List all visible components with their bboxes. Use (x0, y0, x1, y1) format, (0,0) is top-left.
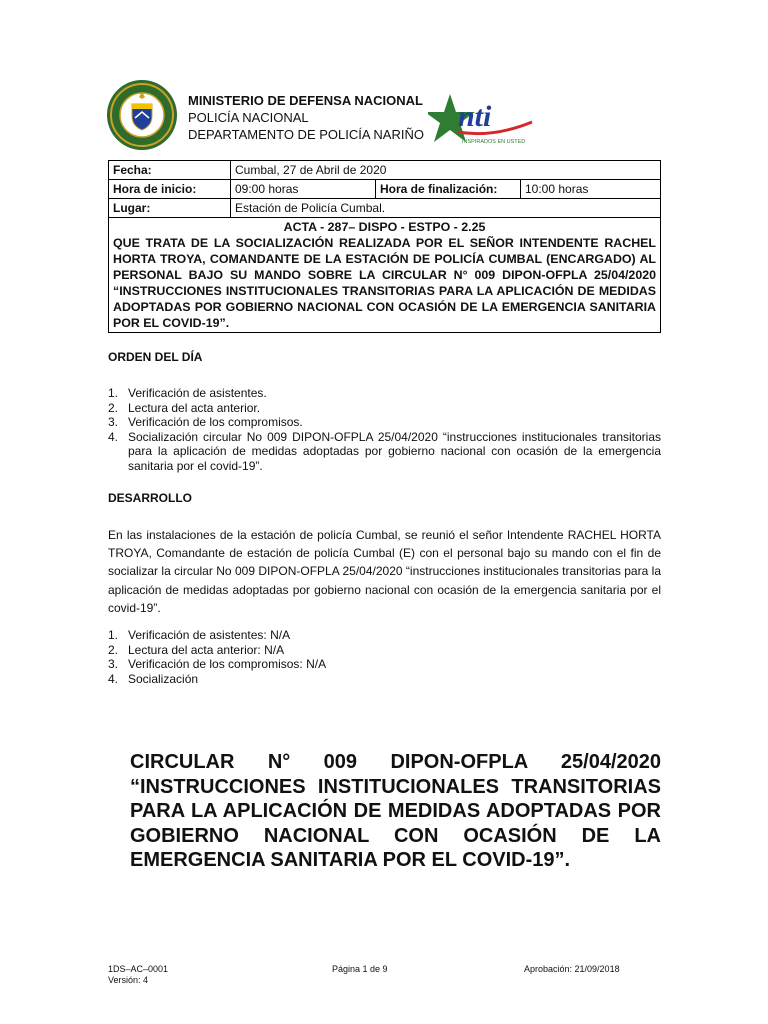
start-time-value: 09:00 horas (231, 180, 376, 199)
place-label: Lugar: (109, 199, 231, 218)
acta-cell (109, 218, 661, 333)
document-code: 1DS–AC–0001 (108, 964, 169, 974)
item-number: 1. (108, 386, 119, 400)
page-number: Página 1 de 9 (332, 964, 388, 974)
approval-date: Aprobación: 21/09/2018 (524, 964, 620, 974)
ministry-name: MINISTERIO DE DEFENSA NACIONAL (188, 93, 423, 108)
end-time-label: Hora de finalización: (376, 180, 521, 199)
list-item (108, 401, 661, 416)
circular-heading: CIRCULAR N° 009 DIPON-OFPLA 25/04/2020 “INSTRUCCIONES INSTITUCIONALES TRANSITORIAS PARA LA APLICACIÓN DE MEDIDAS ADOPTADAS POR GOBIERNO NACIONAL CON OCASIÓN DE LA EMERGENCIA SANITARIA POR EL COVID-19”. (130, 751, 661, 871)
list-item (108, 672, 661, 687)
item-text: Verificación de los compromisos. (128, 415, 303, 430)
desarrollo-paragraph: En las instalaciones de la estación de policía Cumbal, se reunió el señor Intendente RACHEL HORTA TROYA, Comandante de estación de policía Cumbal (E) con el personal bajo su mando con el fin de socializar la circular No 009 DIPON-OFPLA 25/04/2020 “instrucciones institucionales transitorias para la aplicación de medidas adoptadas por gobierno nacional con ocasión de la emergencia sanitaria por el covid-19”. (108, 528, 661, 615)
item-text: Lectura del acta anterior. (128, 400, 261, 415)
logo-tagline: INSPIRADOS EN USTED (462, 139, 526, 145)
item-number: 4. (108, 429, 119, 444)
desarrollo-heading: DESARROLLO (108, 491, 192, 505)
item-number: 2. (108, 642, 119, 657)
police-seal-logo (106, 78, 178, 152)
acta-title: ACTA - 287– DISPO - ESTPO - 2.25 (283, 220, 486, 234)
place-row (109, 199, 661, 218)
document-version: Versión: 4 (108, 975, 149, 985)
orden-list (108, 386, 661, 474)
list-item (108, 643, 661, 658)
date-value: Cumbal, 27 de Abril de 2020 (231, 161, 661, 180)
end-time-value: 10:00 horas (521, 180, 661, 199)
date-row (109, 161, 661, 180)
desarrollo-list (108, 628, 661, 686)
orden-heading: ORDEN DEL DÍA (108, 350, 203, 364)
list-item (108, 415, 661, 430)
place-value: Estación de Policía Cumbal. (231, 199, 661, 218)
acta-subject: QUE TRATA DE LA SOCIALIZACIÓN REALIZADA POR EL SEÑOR INTENDENTE RACHEL HORTA TROYA, COMANDANTE DE LA ESTACIÓN DE POLICÍA CUMBAL (ENCARGADO) AL PERSONAL BAJO SU MANDO SOBRE LA CIRCULAR N° 009 DIPON-OFPLA 25/04/2020 “INSTRUCCIONES INSTITUCIONALES TRANSITORIAS PARA LA APLICACIÓN DE MEDIDAS ADOPTADAS POR GOBIERNO NACIONAL CON OCASIÓN DE LA EMERGENCIA SANITARIA POR EL COVID-19”. (113, 236, 656, 330)
item-text: Verificación de los compromisos: N/A (128, 657, 327, 672)
date-label: Fecha: (109, 161, 231, 180)
list-item (108, 657, 661, 672)
item-number: 4. (108, 671, 119, 686)
start-time-label: Hora de inicio: (109, 180, 231, 199)
acta-row (109, 218, 661, 333)
list-item (108, 628, 661, 643)
item-text: Socialización (128, 671, 199, 686)
department-name: DEPARTAMENTO DE POLICÍA NARIÑO (188, 127, 424, 142)
footer-code-block (108, 964, 168, 986)
meeting-info-table (108, 160, 661, 333)
item-number: 2. (108, 400, 119, 415)
item-text: Lectura del acta anterior: N/A (128, 642, 285, 657)
item-number: 3. (108, 415, 119, 430)
item-number: 3. (108, 657, 119, 672)
item-text: Socialización circular No 009 DIPON-OFPLA 25/04/2020 “instrucciones institucionales transitorias para la aplicación de medidas adoptadas por gobierno nacional con ocasión de la emergencia sanitaria por el covid-19”. (128, 429, 661, 473)
list-item (108, 386, 661, 401)
police-name: POLICÍA NACIONAL (188, 110, 309, 125)
item-text: Verificación de asistentes. (128, 386, 267, 400)
item-text: Verificación de asistentes: N/A (128, 628, 291, 642)
time-row (109, 180, 661, 199)
list-item (108, 430, 661, 474)
item-number: 1. (108, 628, 119, 642)
organization-header (188, 92, 424, 143)
logo-text: nti (458, 100, 492, 133)
nti-logo (428, 92, 536, 152)
